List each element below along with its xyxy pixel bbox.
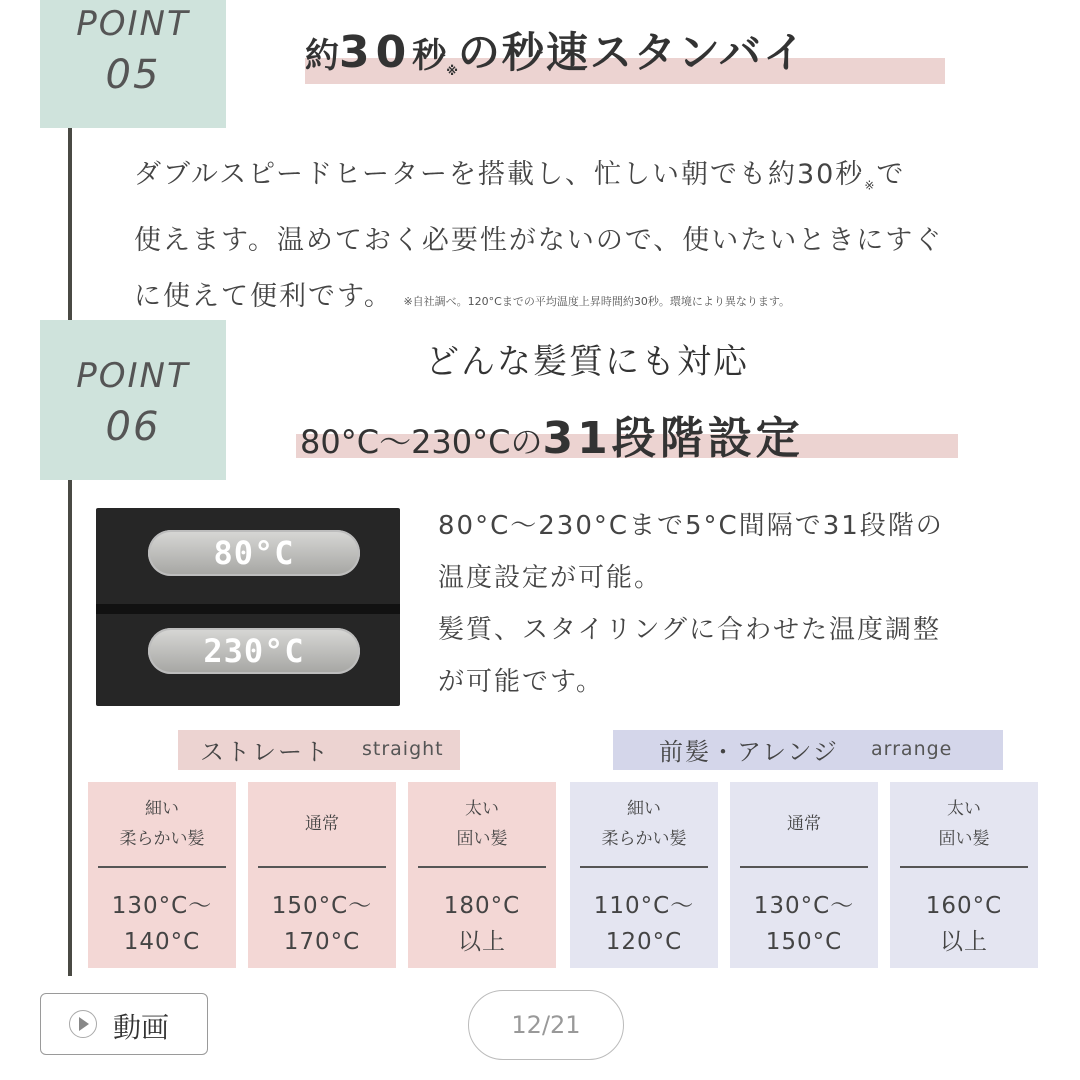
video-button-label: 動画 <box>113 1011 170 1044</box>
temp-card <box>88 782 236 968</box>
hair-type: 通常 <box>305 814 339 834</box>
category-jp: ストレート <box>200 738 330 766</box>
body-line-1: ダブルスピードヒーターを搭載し、忙しい朝でも約30秒 <box>134 159 865 190</box>
temp-line-2: 以上 <box>940 929 988 955</box>
divider <box>418 866 546 868</box>
temp-line-2: 140°C <box>123 929 201 955</box>
heading-range: 80°C～230°Cの <box>300 423 543 461</box>
hair-type: 通常 <box>787 814 821 834</box>
timeline-line <box>68 128 72 976</box>
point-label: POINT <box>76 356 190 396</box>
hair-type: 細い <box>145 799 179 819</box>
temp-line-1: 180°C <box>443 893 521 919</box>
video-button[interactable] <box>40 993 208 1055</box>
temp-line-2: 120°C <box>605 929 683 955</box>
temp-line-1: 130°C～ <box>111 893 213 919</box>
display-value-top: 80°C <box>213 534 295 572</box>
point-number: 05 <box>105 52 161 98</box>
body-line-2: 温度設定が可能。 <box>438 563 663 593</box>
temp-line-1: 110°C～ <box>593 893 695 919</box>
divider <box>98 866 226 868</box>
hair-type-detail: 固い髪 <box>938 829 990 849</box>
hair-type-detail: 柔らかい髪 <box>119 829 205 849</box>
category-jp: 前髪・アレンジ <box>659 738 839 766</box>
hair-type-detail: 柔らかい髪 <box>601 829 687 849</box>
temp-card <box>730 782 878 968</box>
temperature-display-top <box>148 530 360 576</box>
divider <box>900 866 1028 868</box>
point-06-badge <box>40 320 226 480</box>
point-06-subheading: どんな髪質にも対応 <box>425 342 749 382</box>
temp-card <box>408 782 556 968</box>
temp-card <box>890 782 1038 968</box>
hair-type: 細い <box>627 799 661 819</box>
point-05-badge <box>40 0 226 128</box>
temperature-display-bottom <box>148 628 360 674</box>
body-line-2: 使えます。温めておく必要性がないので、使いたいときにすぐ <box>134 225 944 257</box>
point-06-heading <box>300 402 804 466</box>
display-value-bottom: 230°C <box>203 632 305 670</box>
footnote: ※自社調べ。120°Cまでの平均温度上昇時間約30秒。環境により異なります。 <box>403 295 790 309</box>
divider <box>258 866 386 868</box>
temp-card <box>248 782 396 968</box>
category-en: straight <box>362 738 444 760</box>
divider <box>580 866 708 868</box>
body-line-3: に使えて便利です。 <box>134 281 393 313</box>
temp-line-1: 160°C <box>925 893 1003 919</box>
point-05-heading <box>305 20 807 80</box>
body-line-3: 髪質、スタイリングに合わせた温度調整 <box>438 615 941 645</box>
category-straight <box>178 730 460 770</box>
heading-pre: 約 <box>305 36 339 76</box>
point-label: POINT <box>76 4 190 44</box>
device-divider <box>96 604 400 614</box>
play-circle-icon <box>69 1010 97 1038</box>
body-footnote-mark: ※ <box>864 178 877 193</box>
device-photo <box>96 508 400 706</box>
body-line-1-end: で <box>876 159 906 190</box>
point-number: 06 <box>105 404 161 450</box>
point-06-body <box>438 500 944 708</box>
category-arrange <box>613 730 1003 770</box>
point-05-body <box>134 147 943 330</box>
temp-line-1: 130°C～ <box>753 893 855 919</box>
hair-type: 太い <box>947 799 981 819</box>
image-pager: 12/21 <box>468 990 624 1060</box>
heading-sec: 秒 <box>412 36 447 76</box>
hair-type-detail: 固い髪 <box>456 829 508 849</box>
heading-post: の秒速スタンバイ <box>457 28 807 77</box>
body-line-1: 80°C～230°Cまで5°C間隔で31段階の <box>438 511 944 541</box>
heading-number: 30 <box>339 27 413 78</box>
heading-footnote-mark: ※ <box>446 63 458 78</box>
hair-type: 太い <box>465 799 499 819</box>
heading-31-steps: 31段階設定 <box>542 413 804 464</box>
category-en: arrange <box>871 738 953 760</box>
divider <box>740 866 868 868</box>
temp-line-1: 150°C～ <box>271 893 373 919</box>
temp-line-2: 以上 <box>458 929 506 955</box>
body-line-4: が可能です。 <box>438 667 604 697</box>
temp-line-2: 150°C <box>765 929 843 955</box>
temp-line-2: 170°C <box>283 929 361 955</box>
temp-card <box>570 782 718 968</box>
